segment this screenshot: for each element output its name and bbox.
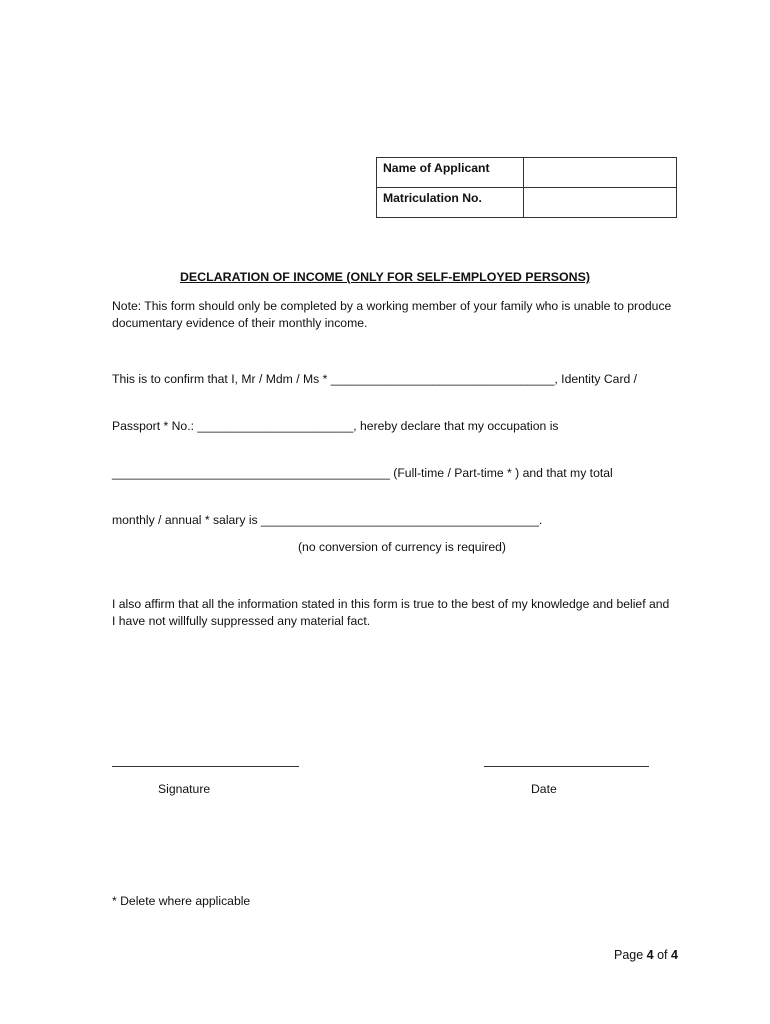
applicant-name-field[interactable] xyxy=(523,158,676,188)
matriculation-label: Matriculation No. xyxy=(377,188,524,218)
declaration-heading: DECLARATION OF INCOME (ONLY FOR SELF-EMPLOYED PERSONS) xyxy=(179,270,591,284)
applicant-name-label: Name of Applicant xyxy=(377,158,524,188)
matriculation-row xyxy=(377,188,677,218)
declaration-line-salary: monthly / annual * salary is _________________________________________. xyxy=(112,513,543,527)
declaration-line-occupation: _________________________________________ (Full-time / Part-time * ) and that my total xyxy=(112,466,613,480)
signature-line[interactable] xyxy=(112,766,299,767)
signature-label: Signature xyxy=(158,782,211,796)
declaration-line-name: This is to confirm that I, Mr / Mdm / Ms * _________________________________, Identity Card / xyxy=(112,372,638,386)
currency-note: (no conversion of currency is required) xyxy=(298,540,506,554)
declaration-line-passport: Passport * No.: _______________________, hereby declare that my occupation is xyxy=(112,419,559,433)
footnote: * Delete where applicable xyxy=(112,894,251,908)
page-prefix: Page xyxy=(614,948,647,962)
page-total: 4 xyxy=(671,948,678,962)
applicant-name-row xyxy=(377,158,677,188)
matriculation-field[interactable] xyxy=(523,188,676,218)
page-middle: of xyxy=(653,948,671,962)
page-number xyxy=(614,948,678,962)
date-label: Date xyxy=(531,782,557,796)
note-paragraph: Note: This form should only be completed by a working member of your family who is unable to produce documentary evidence of their monthly income. xyxy=(112,299,672,330)
affirmation-paragraph: I also affirm that all the information stated in this form is true to the best of my knowledge and belief and I have not willfully suppressed any material fact. xyxy=(112,597,670,628)
applicant-info-table xyxy=(376,157,677,218)
page-current: 4 xyxy=(646,948,654,962)
date-line[interactable] xyxy=(484,766,649,767)
